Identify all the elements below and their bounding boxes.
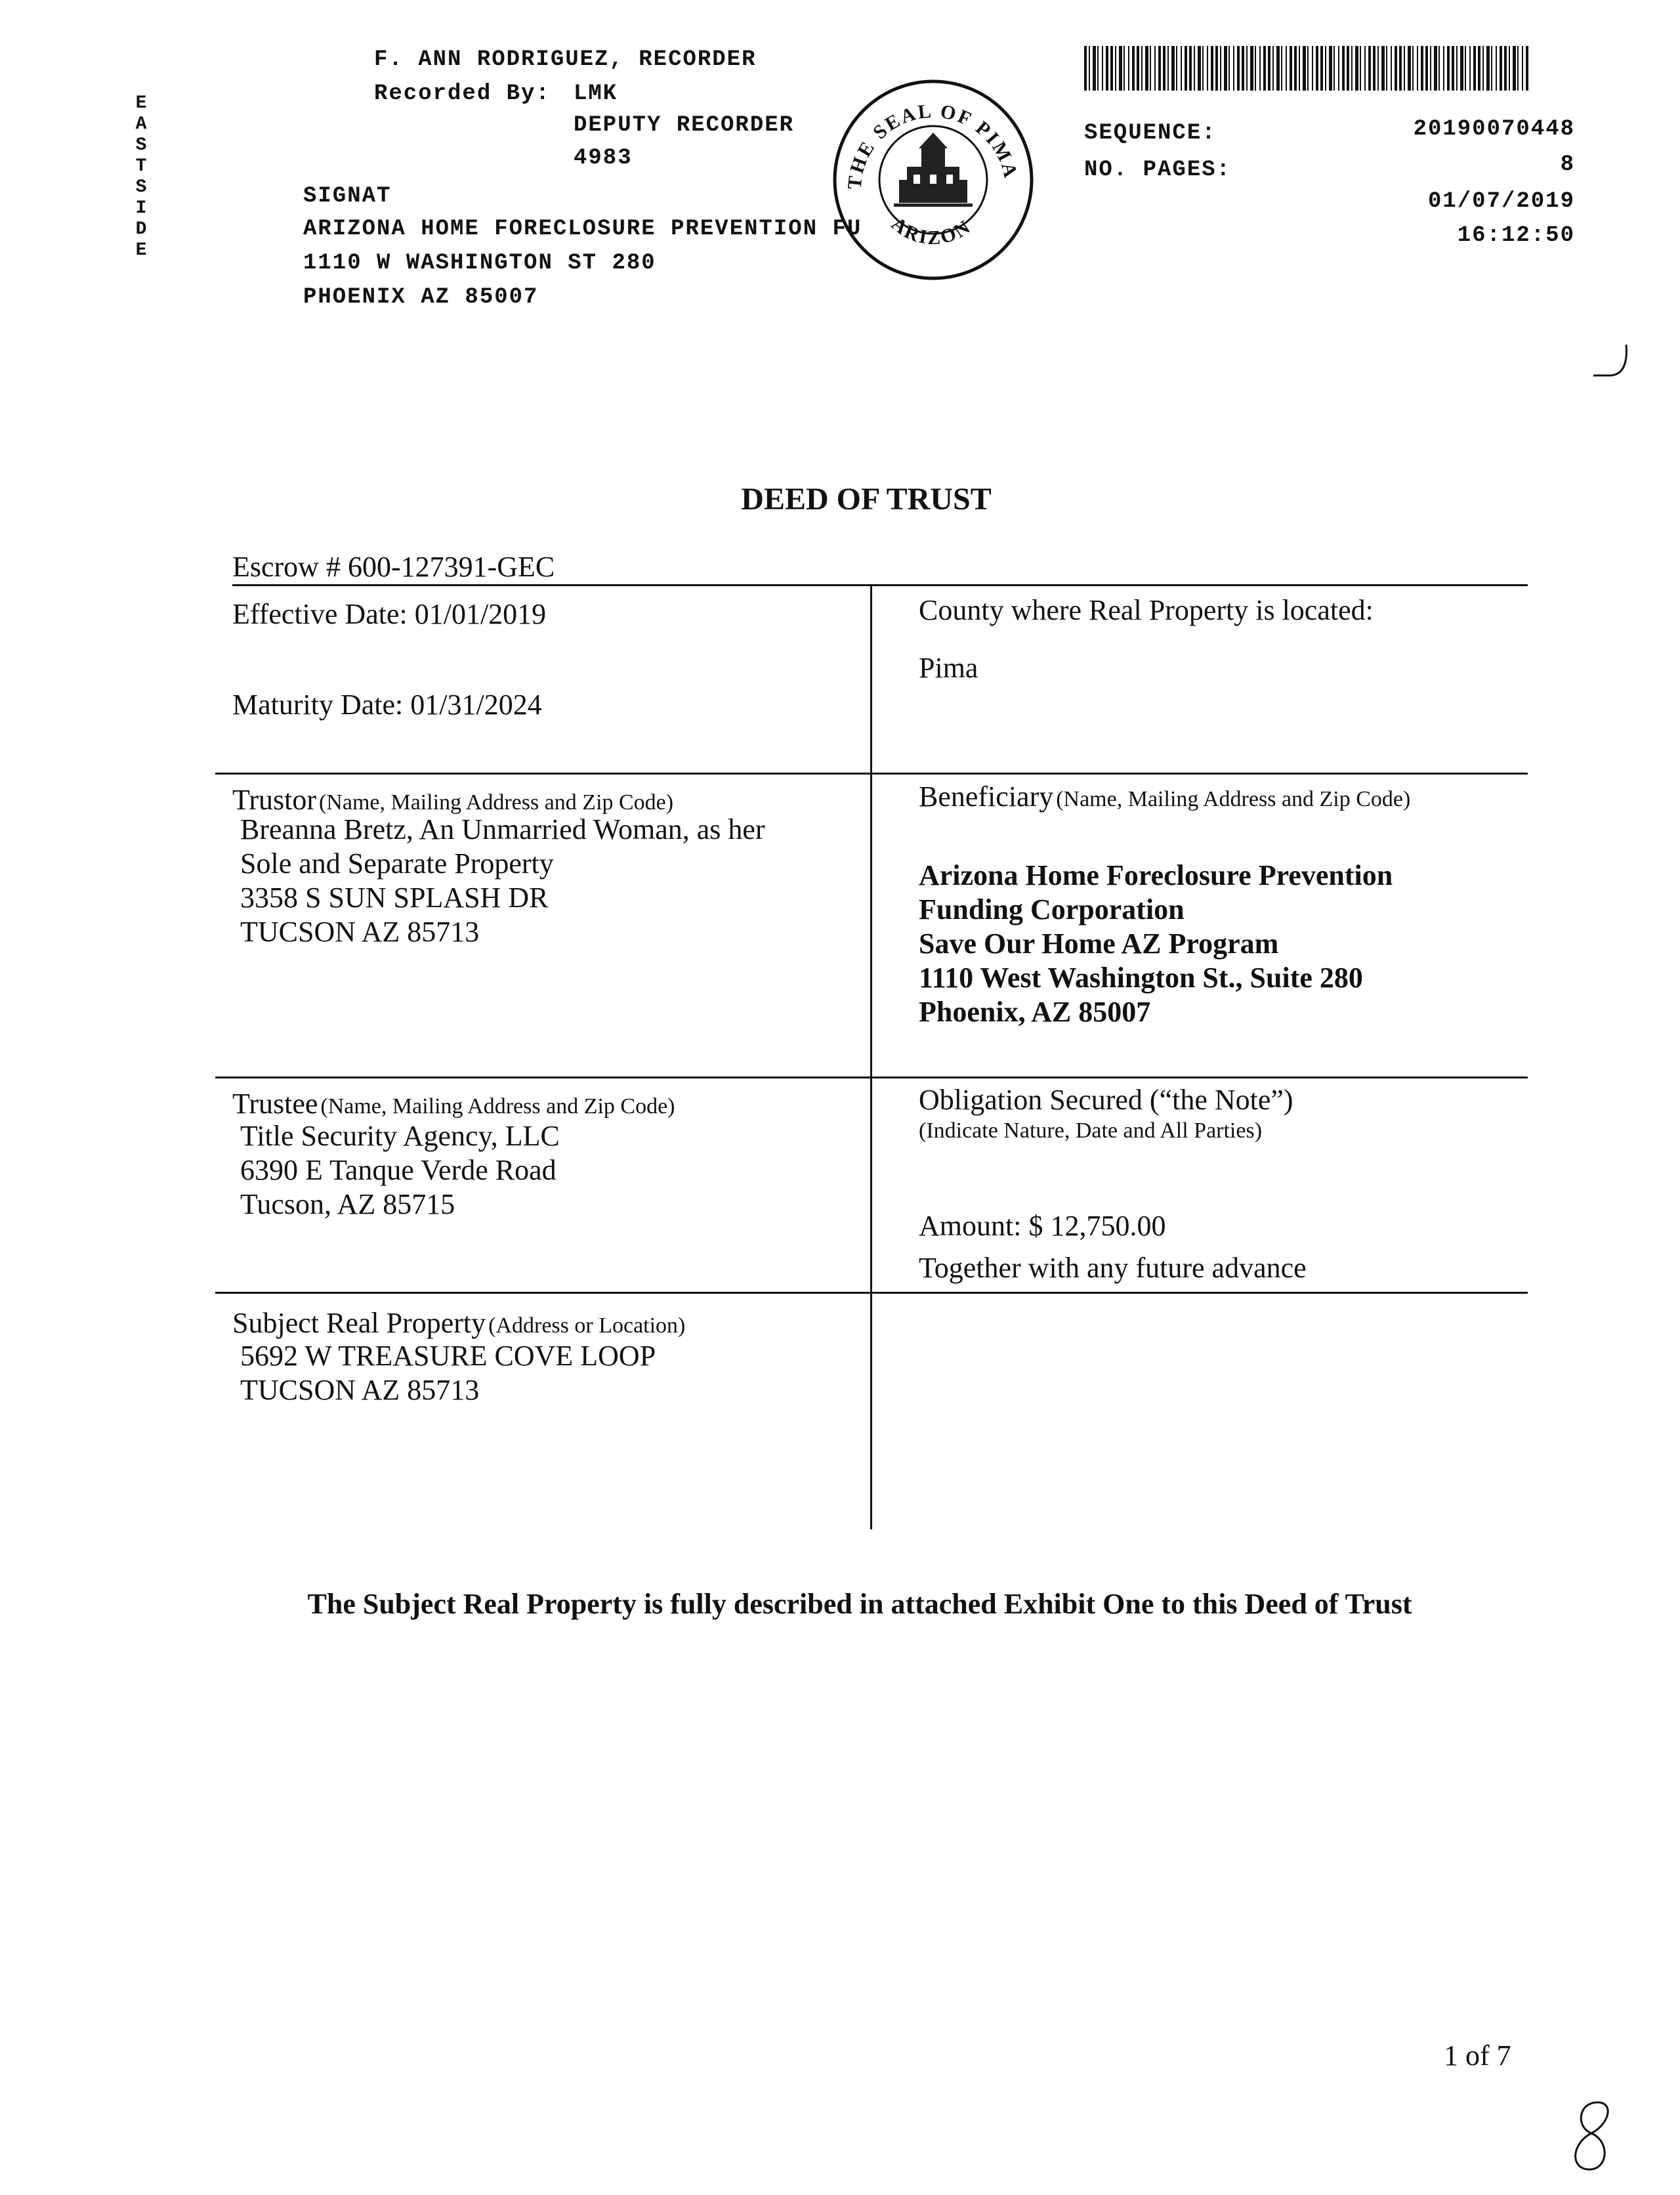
seal-text-bottom: ARIZON [887,213,976,249]
beneficiary-line: Save Our Home AZ Program [919,927,1279,960]
addressee-line: ARIZONA HOME FORECLOSURE PREVENTION FU [303,217,862,242]
pages-value: 8 [1560,152,1575,177]
beneficiary-block [919,859,1393,1029]
recording-time: 16:12:50 [1457,223,1575,248]
escrow-label: Escrow # [232,551,341,583]
addressee-line: PHOENIX AZ 85007 [303,285,539,310]
trustee-hint: (Name, Mailing Address and Zip Code) [320,1094,675,1119]
effective-date-row [232,597,546,631]
trustor-line: 3358 S SUN SPLASH DR [240,882,549,914]
side-stamp-letter: D [135,219,147,240]
document-barcode [1084,46,1530,91]
beneficiary-heading [919,780,1410,813]
beneficiary-line: Funding Corporation [919,893,1185,926]
trustee-label: Trustee [232,1088,318,1120]
trustor-line: Breanna Bretz, An Unmarried Woman, as her [240,813,765,845]
table-rule [232,584,1528,586]
amount-label: Amount: $ [919,1210,1043,1242]
trustor-hint: (Name, Mailing Address and Zip Code) [318,790,674,815]
amount-row [919,1209,1166,1243]
addressee-line: 1110 W WASHINGTON ST 280 [303,251,656,276]
pages-label: NO. PAGES: [1084,158,1232,182]
maturity-date-row [232,688,542,721]
county-label: County where Real Property is located: [919,594,1374,626]
trustor-line: Sole and Separate Property [240,847,554,880]
beneficiary-line: 1110 West Washington St., Suite 280 [919,962,1363,994]
signat: SIGNAT [303,184,392,209]
trustee-block [240,1119,560,1222]
footer-note: The Subject Real Property is fully described in attached Exhibit One to this Deed of Trust [307,1588,1412,1620]
page-indicator: 1 of 7 [1444,2039,1511,2072]
side-stamp-letter: I [135,198,147,219]
side-stamp-letter: A [135,114,147,135]
trustor-heading [232,783,673,817]
escrow-row [232,550,555,584]
property-label: Subject Real Property [232,1307,486,1339]
effective-date-label: Effective Date: [232,598,408,630]
beneficiary-line: Arizona Home Foreclosure Prevention [919,859,1393,891]
property-line: TUCSON AZ 85713 [240,1374,480,1406]
county-seal [828,75,1038,285]
side-stamp-letter: S [135,177,147,198]
pen-mark-icon [1588,341,1634,381]
maturity-date-label: Maturity Date: [232,689,404,721]
recorded-by-value: LMK [574,81,618,106]
trustor-label: Trustor [232,784,316,816]
beneficiary-hint: (Name, Mailing Address and Zip Code) [1056,787,1411,811]
trustee-heading [232,1087,675,1120]
future-advance: Together with any future advance [919,1252,1307,1284]
deputy-recorder: DEPUTY RECORDER [574,113,795,138]
beneficiary-label: Beneficiary [919,780,1054,813]
deputy-number: 4983 [574,146,633,171]
table-divider [870,584,872,1529]
property-block [240,1339,656,1407]
side-stamp-letter: E [135,240,147,261]
beneficiary-line: Phoenix, AZ 85007 [919,996,1151,1028]
recorded-by-label: Recorded By: [374,81,551,106]
sequence-label: SEQUENCE: [1084,121,1217,146]
trustee-line: 6390 E Tanque Verde Road [240,1154,556,1186]
obligation-hint: (Indicate Nature, Date and All Parties) [919,1119,1263,1143]
county-value: Pima [919,652,978,684]
recording-date: 01/07/2019 [1427,189,1575,214]
obligation-label: Obligation Secured (“the Note”) [919,1084,1293,1116]
trustee-line: Title Security Agency, LLC [240,1120,560,1152]
escrow-value: 600-127391-GEC [347,551,555,583]
side-stamp-letter: E [135,93,147,114]
side-stamp [131,93,151,261]
property-hint: (Address or Location) [488,1313,686,1338]
seal-text-top: THE SEAL OF PIMA [843,100,1022,190]
side-stamp-letter: T [135,156,147,177]
sequence-value: 20190070448 [1413,117,1575,142]
recorder-name: F. ANN RODRIGUEZ, RECORDER [374,47,757,72]
handwritten-eight-icon [1562,2097,1621,2176]
page-title: DEED OF TRUST [741,482,992,517]
amount-value: 12,750.00 [1050,1210,1166,1242]
property-line: 5692 W TREASURE COVE LOOP [240,1340,656,1372]
trustor-block [240,813,765,949]
trustor-line: TUCSON AZ 85713 [240,916,480,948]
trustee-line: Tucson, AZ 85715 [240,1188,455,1220]
maturity-date-value: 01/31/2024 [410,689,542,721]
side-stamp-letter: S [135,135,147,156]
seal-emblem-icon [828,75,1038,285]
property-heading [232,1306,685,1340]
handwritten-mark [1562,2097,1621,2179]
effective-date-value: 01/01/2019 [414,598,547,630]
